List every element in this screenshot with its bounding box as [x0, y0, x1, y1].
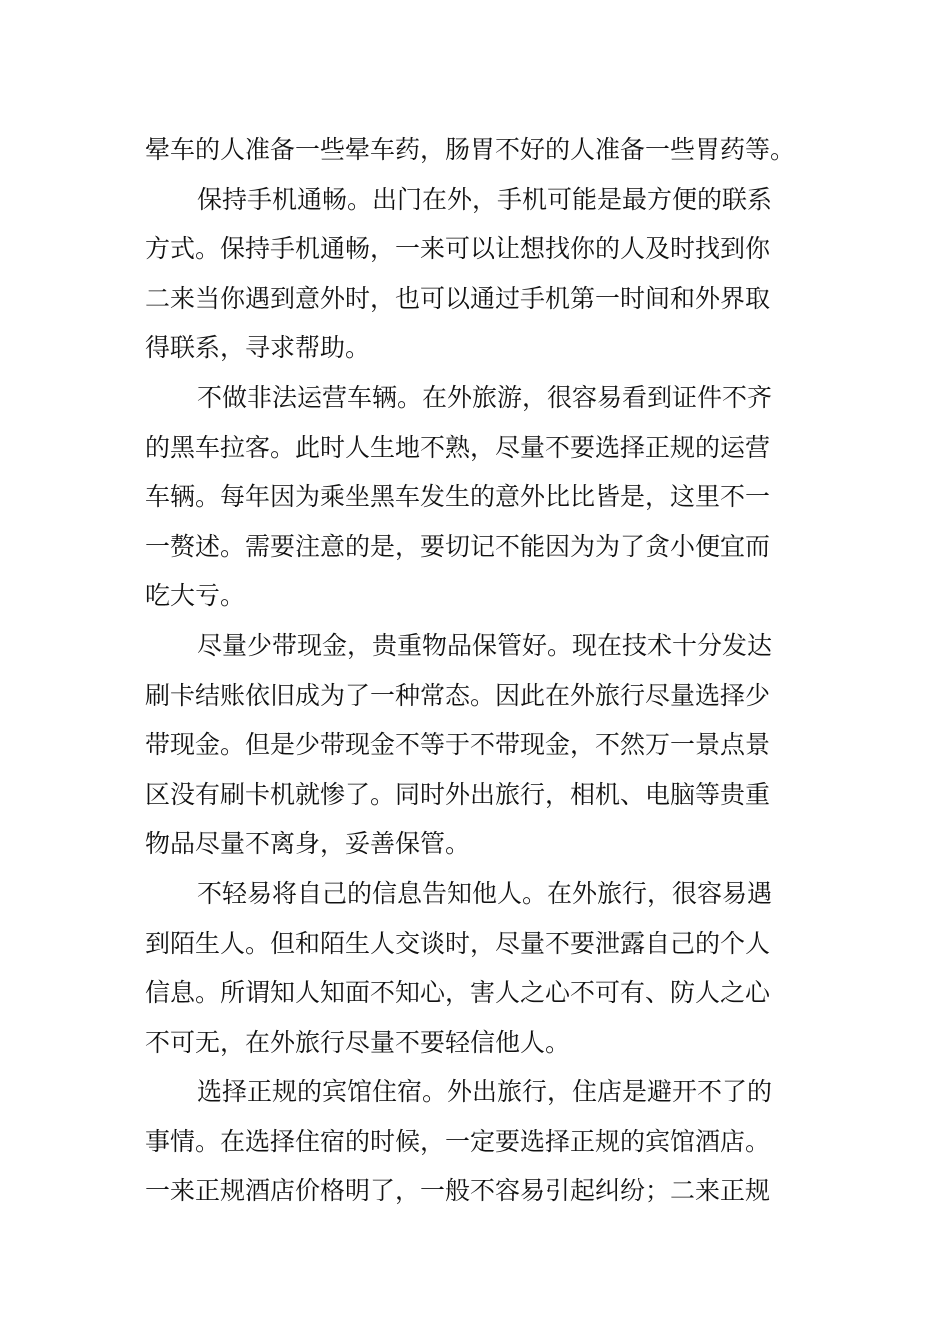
text-line: 到陌生人。但和陌生人交谈时，尽量不要泄露自己的个人 — [145, 928, 771, 958]
text-line: 带现金。但是少带现金不等于不带现金，不然万一景点景 — [145, 730, 771, 760]
document-body — [145, 125, 810, 1216]
text-line: 一赘述。需要注意的是，要切记不能因为为了贪小便宜而 — [145, 531, 771, 561]
text-line: 刷卡结账依旧成为了一种常态。因此在外旅行尽量选择少 — [145, 680, 771, 710]
text-line: 二来当你遇到意外时，也可以通过手机第一时间和外界取 — [145, 283, 771, 313]
text-line: 事情。在选择住宿的时候，一定要选择正规的宾馆酒店。 — [145, 1126, 771, 1156]
text-line: 一来正规酒店价格明了，一般不容易引起纠纷；二来正规 — [145, 1176, 771, 1206]
text-line: 吃大亏。 — [145, 581, 246, 611]
text-line: 晕车的人准备一些晕车药，肠胃不好的人准备一些胃药等。 — [145, 135, 796, 164]
text-line: 方式。保持手机通畅，一来可以让想找你的人及时找到你 — [145, 234, 771, 264]
text-line: 得联系，寻求帮助。 — [145, 333, 371, 363]
text-line: 不做非法运营车辆。在外旅游，很容易看到证件不齐 — [197, 382, 773, 412]
text-line: 信息。所谓知人知面不知心，害人之心不可有、防人之心 — [145, 978, 771, 1008]
text-line: 车辆。每年因为乘坐黑车发生的意外比比皆是，这里不一 — [145, 482, 771, 512]
text-line: 不可无，在外旅行尽量不要轻信他人。 — [145, 1027, 571, 1057]
text-line: 不轻易将自己的信息告知他人。在外旅行，很容易遇 — [197, 878, 773, 908]
text-line: 保持手机通畅。出门在外，手机可能是最方便的联系 — [197, 184, 773, 214]
text-line: 物品尽量不离身，妥善保管。 — [145, 829, 471, 859]
text-line: 尽量少带现金，贵重物品保管好。现在技术十分发达 — [197, 630, 773, 660]
text-line: 选择正规的宾馆住宿。外出旅行，住店是避开不了的 — [197, 1077, 773, 1107]
text-line: 的黑车拉客。此时人生地不熟，尽量不要选择正规的运营 — [145, 432, 771, 462]
text-line: 区没有刷卡机就惨了。同时外出旅行，相机、电脑等贵重 — [145, 779, 771, 809]
